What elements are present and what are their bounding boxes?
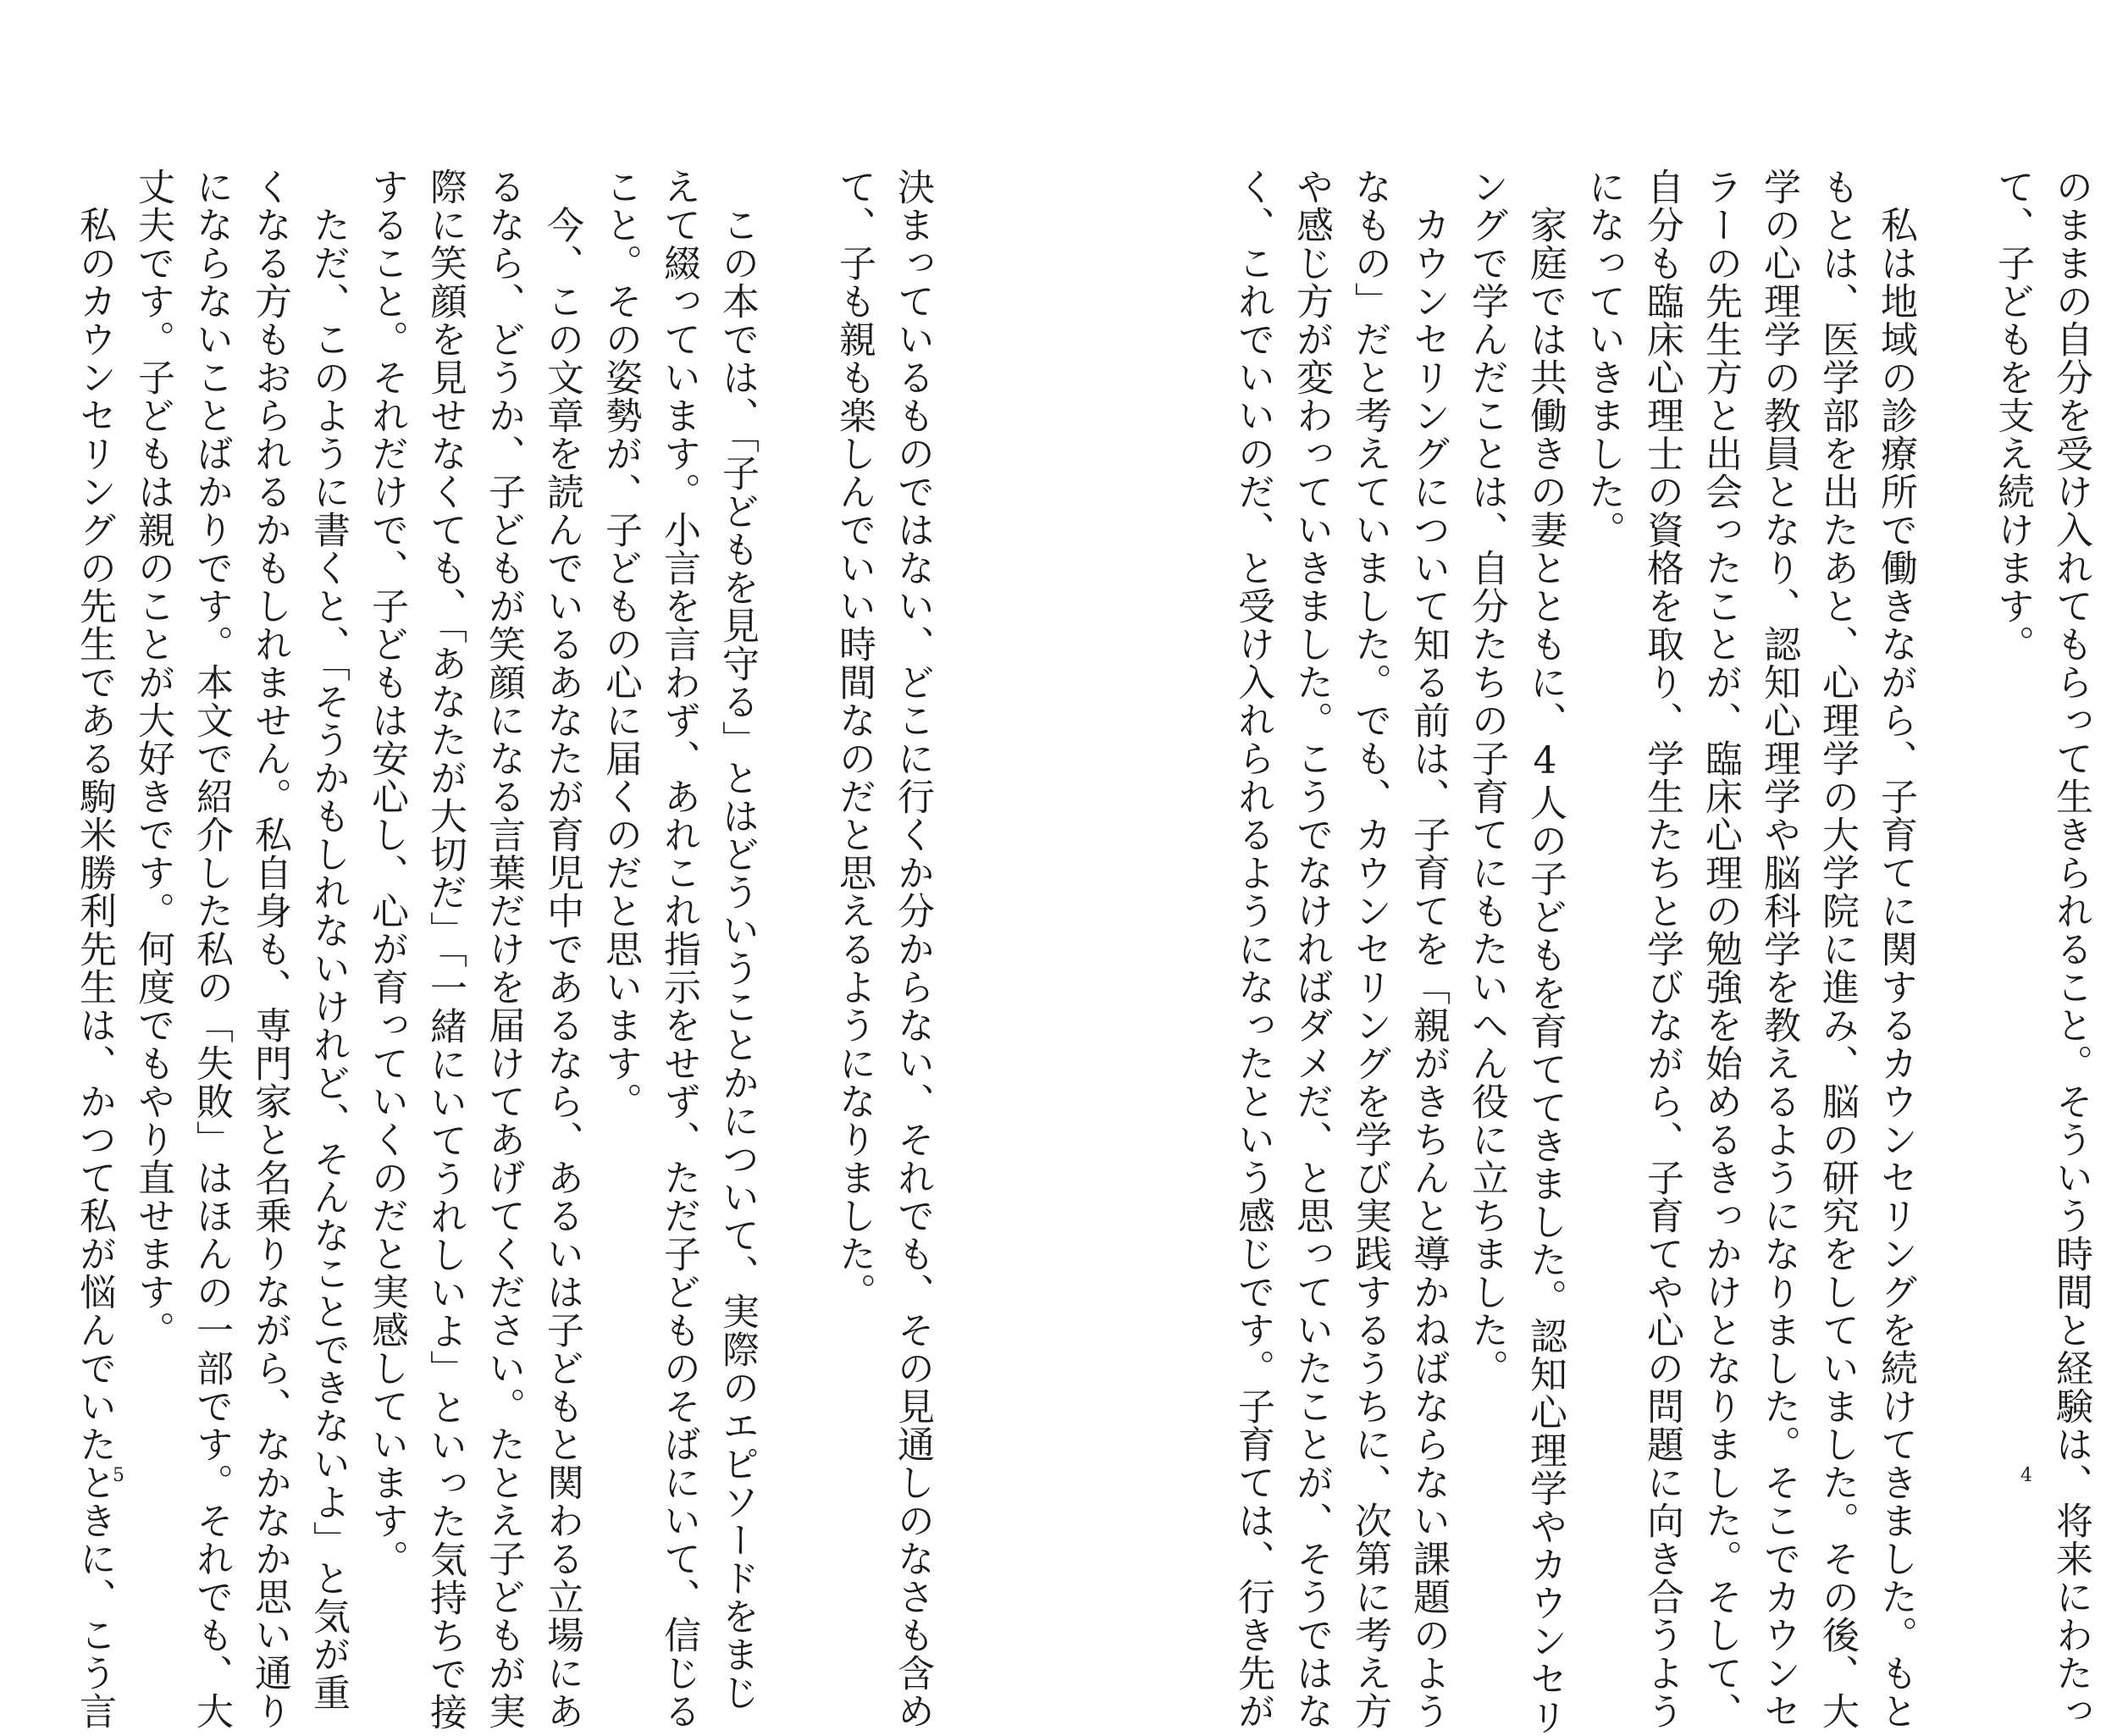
text-line: て、子も親も楽しんでいい時間なのだと思えるようになりました。 <box>832 168 876 1311</box>
text-line: ただ、このように書くと、「そうかもしれないけれど、そんなことできないよ」と気が重 <box>307 168 350 1711</box>
text-line: るなら、どうか、子どもが笑顔になる言葉だけを届けてあげてください。たとえ子どもが実 <box>482 168 525 1730</box>
paragraph-gap <box>766 168 825 1353</box>
text-line: えて綴っています。小言を言わず、あれこれ指示をせず、ただ子どものそばにいて、信じる <box>657 168 700 1730</box>
text-line: 決まっているものではない、どこに行くか分からない、それでも、その見通しのなさも含め <box>891 168 934 1730</box>
text-line: て、子どもを支え続けます。 <box>1991 168 2034 663</box>
page-number: 5 <box>113 1465 124 1486</box>
text-line: 丈夫です。子どもは親のことが大好きです。何度でもやり直せます。 <box>131 168 174 1349</box>
text-line: ングで学んだことは、自分たちの子育てにもたいへん役に立ちました。 <box>1465 168 1508 1387</box>
paragraph-gap <box>1925 168 1983 1353</box>
text-line: 学の心理学の教員となり、認知心理学や脳科学を教えるようになりました。そこでカウンセ <box>1757 168 1800 1730</box>
text-line: カウンセリングについて知る前は、子育てを「親がきちんと導かねばならない課題のよう <box>1407 168 1450 1730</box>
text-line: 私のカウンセリングの先生である駒米勝利先生は、かつて私が悩んでいたときに、こう言 <box>73 168 116 1730</box>
text-line: にならないことばかりです。本文で紹介した私の「失敗」はほんの一部です。それでも、大 <box>190 168 233 1730</box>
text-line: 今、この文章を読んでいるあなたが育児中であるなら、あるいは子どもと関わる立場にあ <box>540 168 583 1730</box>
text-line: くなる方もおられるかもしれません。私自身も、専門家と名乗りながら、なかなか思い通り <box>248 168 291 1730</box>
text-line: 私は地域の診療所で働きながら、子育てに関するカウンセリングを続けてきました。もと <box>1874 168 1917 1730</box>
right-page <box>1058 0 2117 1736</box>
page-number: 4 <box>2020 1465 2032 1486</box>
text-line: こと。その姿勢が、子どもの心に届くのだと思います。 <box>599 168 642 1120</box>
left-page-text <box>73 168 942 1731</box>
text-line: 際に笑顔を見せなくても、「あなたが大切だ」「一緒にいてうれしいよ」といった気持ちで接 <box>423 168 467 1731</box>
right-page-text <box>1194 168 2100 1736</box>
text-line: もとは、医学部を出たあと、心理学の大学院に進み、脳の研究をしていました。その後、大 <box>1816 168 1859 1730</box>
left-page <box>0 0 1058 1731</box>
text-line: や感じ方が変わっていきました。こうでなければダメだ、と思っていたことが、そうではな <box>1290 168 1333 1730</box>
text-line: く、これでいいのだ、と受け入れられるようになったという感じです。子育ては、行き先が <box>1231 168 1274 1730</box>
text-line: 自分も臨床心理士の資格を取り、学生たちと学びながら、子育てや心の問題に向き合うよう <box>1640 168 1683 1730</box>
text-line: 家庭では共働きの妻とともに、4人の子どもを育ててきました。認知心理学やカウンセリ <box>1523 168 1567 1736</box>
text-line: すること。それだけで、子どもは安心し、心が育っていくのだと実感しています。 <box>365 168 408 1578</box>
text-line: になっていきました。 <box>1582 168 1625 549</box>
text-line: ラーの先生方と出会ったことが、臨床心理の勉強を始めるきっかけとなりました。そして、 <box>1699 168 1742 1730</box>
text-line: なもの」だと考えていました。でも、カウンセリングを学び実践するうちに、次第に考え方 <box>1348 168 1391 1730</box>
text-line: この本では、「子どもを見守る」とはどういうことかについて、実際のエピソードをまじ <box>716 168 759 1711</box>
text-line: のままの自分を受け入れてもらって生きられること。そういう時間と経験は、将来にわたっ <box>2049 168 2092 1730</box>
